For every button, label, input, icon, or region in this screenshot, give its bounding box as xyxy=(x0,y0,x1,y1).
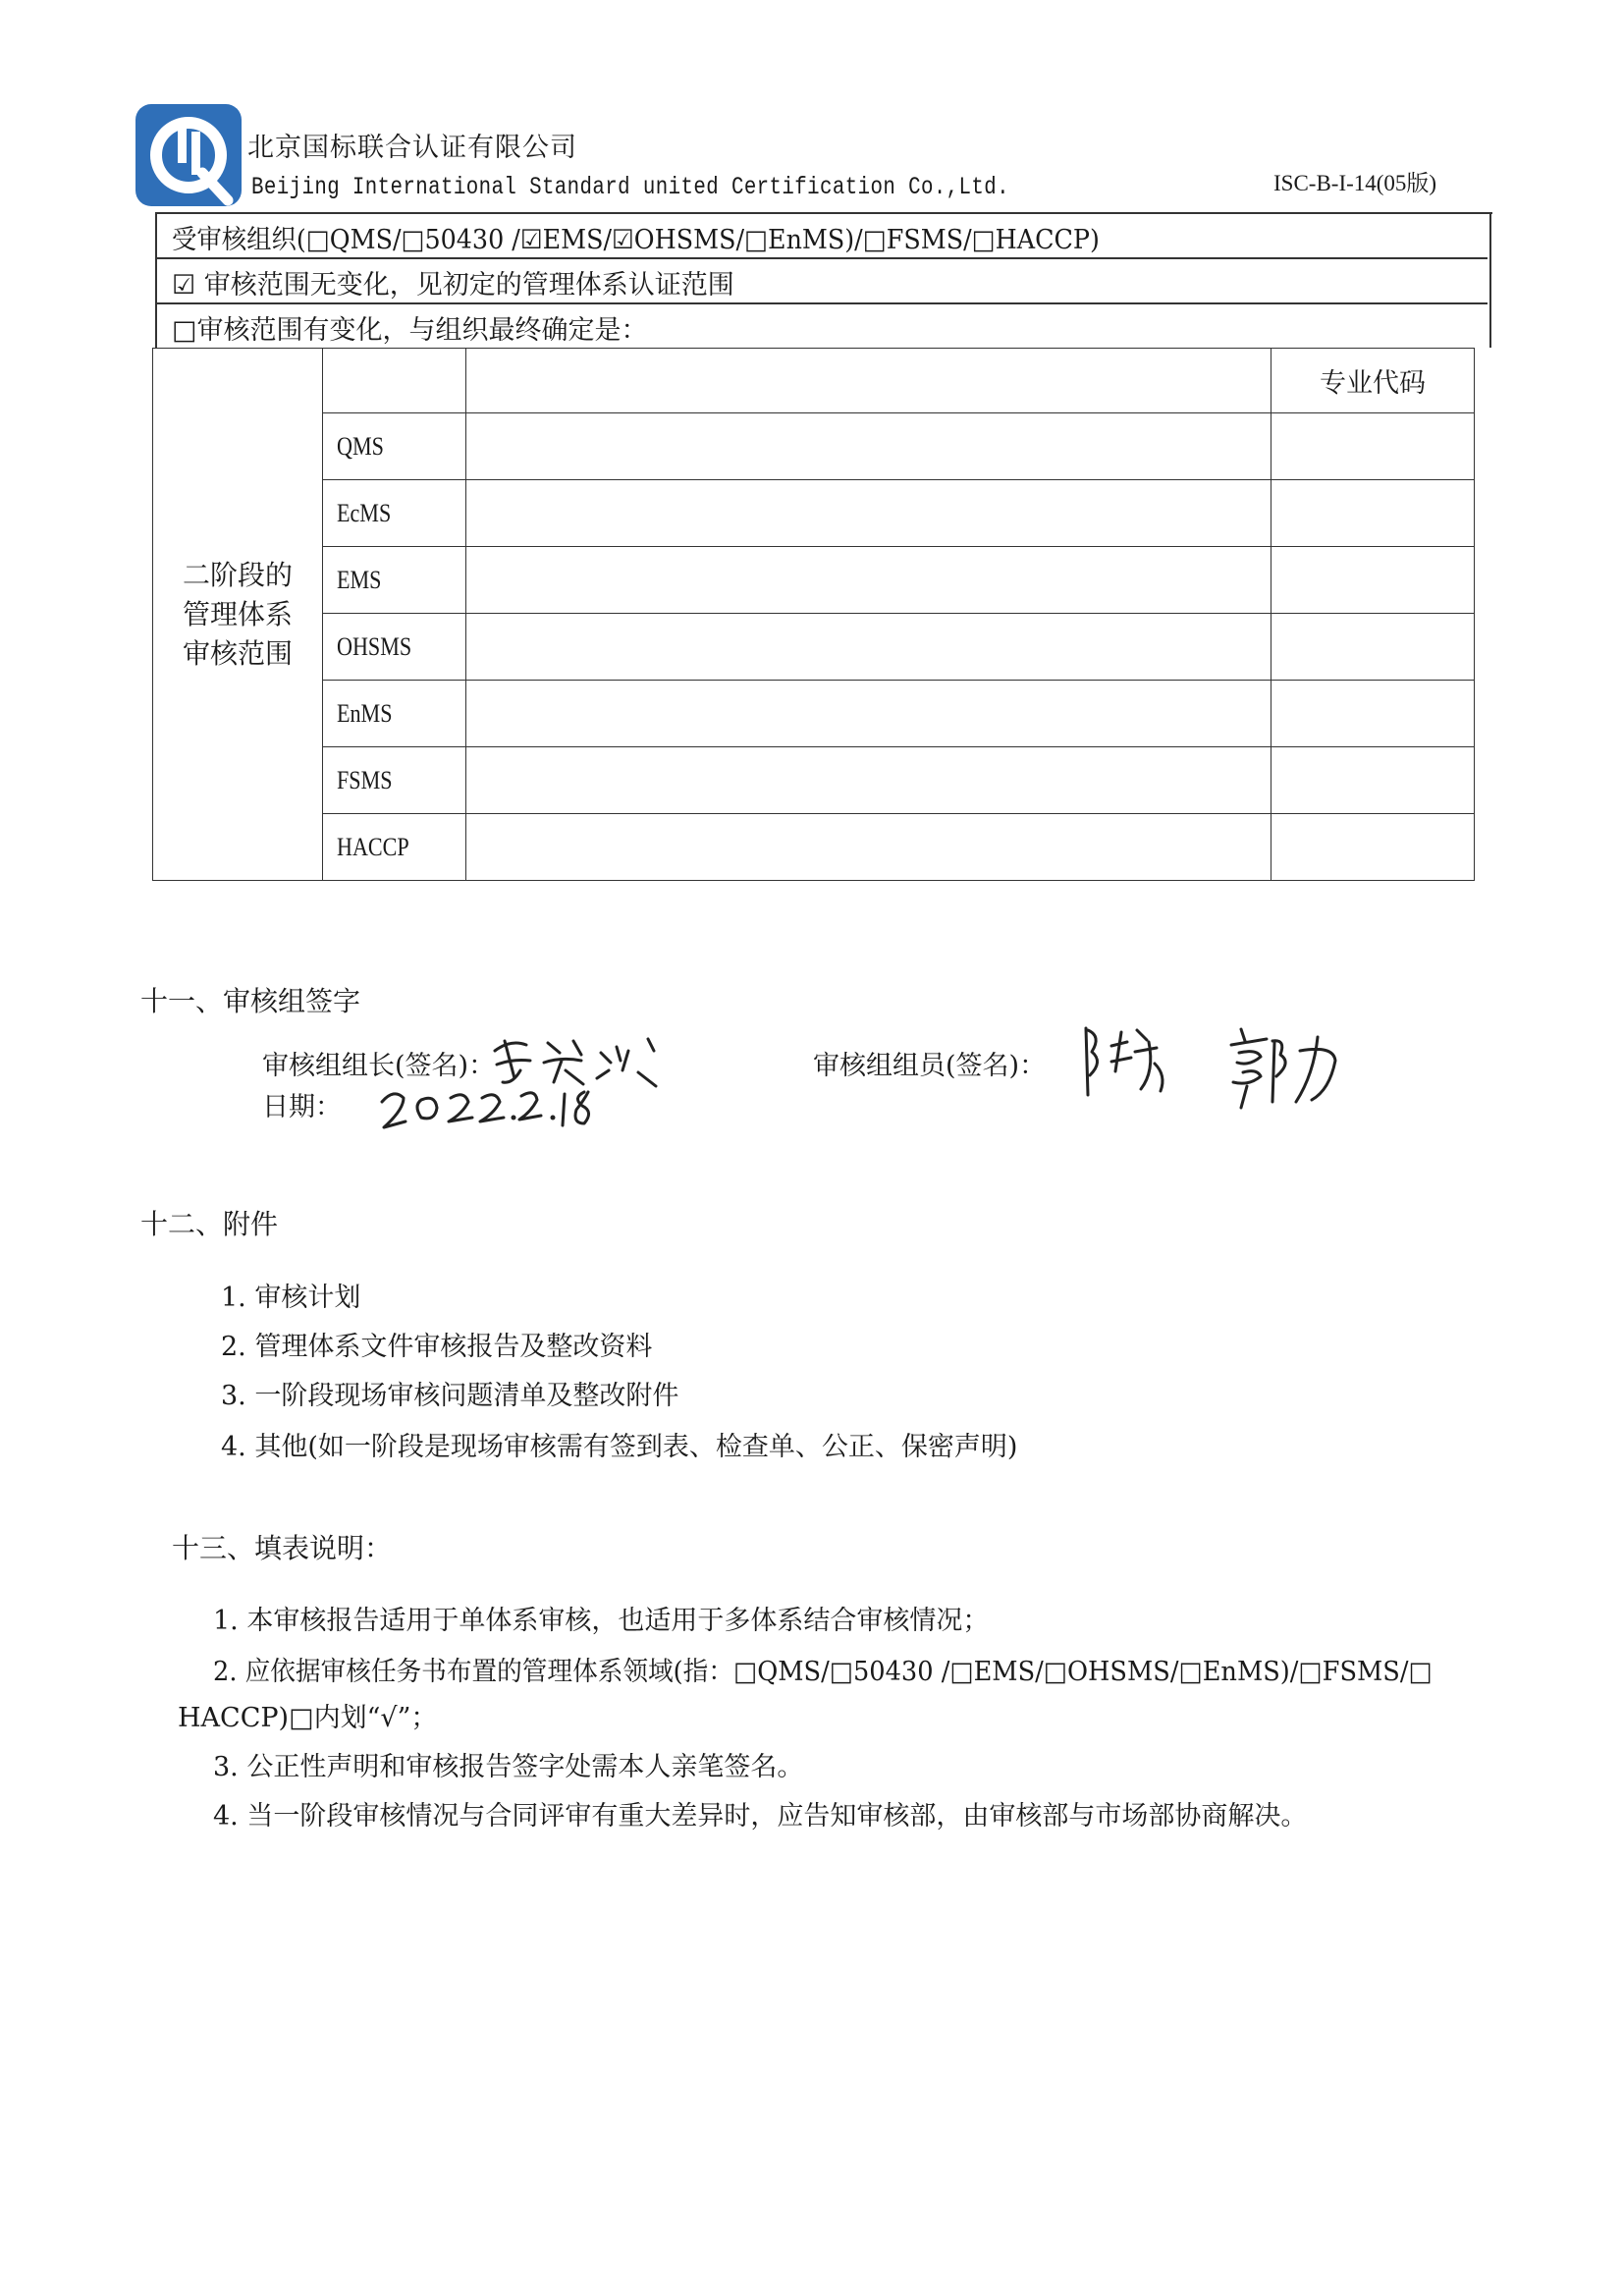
code-cell[interactable] xyxy=(1271,681,1475,747)
table-row xyxy=(153,480,1475,547)
system-cell xyxy=(323,747,466,814)
system-cell xyxy=(323,681,466,747)
code-cell[interactable] xyxy=(1271,480,1475,547)
form-code: ISC-B-I-14(05版) xyxy=(1273,171,1437,195)
scope-cell[interactable] xyxy=(466,747,1271,814)
system-cell xyxy=(323,814,466,881)
audited-org-row: 受审核组织(□QMS/□50430 /☑EMS/☑OHSMS/□EnMS)/□FSMS/□HACCP) xyxy=(172,225,1100,255)
system-label: FSMS xyxy=(337,765,393,794)
blank-header-cell xyxy=(466,349,1271,413)
instruction-item: 4. 当一阶段审核情况与合同评审有重大差异时，应告知审核部，由审核部与市场部协商解决。 xyxy=(213,1801,1308,1831)
scope-cell[interactable] xyxy=(466,547,1271,614)
row-divider xyxy=(155,302,1488,304)
system-cell xyxy=(323,547,466,614)
instruction-item: 1. 本审核报告适用于单体系审核，也适用于多体系结合审核情况； xyxy=(213,1606,990,1636)
table-row xyxy=(153,681,1475,747)
section-11-title: 十一、审核组签字 xyxy=(140,985,361,1017)
system-cell xyxy=(323,614,466,681)
scope-changed-row: □审核范围有变化，与组织最终确定是： xyxy=(172,315,648,346)
company-name-cn: 北京国标联合认证有限公司 xyxy=(247,133,577,163)
scope-cell[interactable] xyxy=(466,413,1271,480)
attachment-item: 4. 其他(如一阶段是现场审核需有签到表、检查单、公正、保密声明) xyxy=(221,1432,1018,1462)
table-row xyxy=(153,547,1475,614)
code-cell[interactable] xyxy=(1271,547,1475,614)
instruction-item: 2. 应依据审核任务书布置的管理体系领域(指：□QMS/□50430 /□EMS/□OHSMS/□EnMS)/□FSMS/□ xyxy=(213,1657,1433,1687)
bisc-logo-icon xyxy=(134,102,243,208)
table-row xyxy=(153,614,1475,681)
stage2-scope-header xyxy=(153,349,323,881)
member-signature-1 xyxy=(1078,1016,1171,1109)
date-handwriting xyxy=(378,1080,604,1143)
section-13-title: 十三、填表说明： xyxy=(172,1532,393,1564)
row-header-line: 管理体系 xyxy=(182,597,293,630)
table-row xyxy=(153,814,1475,881)
system-label: HACCP xyxy=(337,832,409,861)
system-label: EMS xyxy=(337,565,382,594)
blank-header-cell xyxy=(323,349,466,413)
system-label: EcMS xyxy=(337,498,392,527)
table-header-row xyxy=(153,349,1475,413)
scope-cell[interactable] xyxy=(466,814,1271,881)
stage2-scope-table xyxy=(152,348,1475,881)
member-signature-2-image xyxy=(1227,1021,1355,1115)
system-label: EnMS xyxy=(337,698,393,728)
table-row xyxy=(153,413,1475,480)
scope-cell[interactable] xyxy=(466,480,1271,547)
table-row xyxy=(153,747,1475,814)
attachment-item: 2. 管理体系文件审核报告及整改资料 xyxy=(221,1332,653,1362)
attachment-item: 3. 一阶段现场审核问题清单及整改附件 xyxy=(221,1381,679,1411)
instruction-item-cont: HACCP)□内划“√”； xyxy=(178,1703,438,1733)
company-logo xyxy=(134,102,243,208)
scope-unchanged-row: ☑ 审核范围无变化，见初定的管理体系认证范围 xyxy=(172,270,734,301)
scope-cell[interactable] xyxy=(466,681,1271,747)
code-cell[interactable] xyxy=(1271,747,1475,814)
system-cell xyxy=(323,413,466,480)
row-header-line: 二阶段的 xyxy=(182,558,293,591)
code-cell[interactable] xyxy=(1271,814,1475,881)
member-signature-1-image xyxy=(1078,1016,1171,1105)
system-label: OHSMS xyxy=(337,631,412,661)
row-divider xyxy=(155,257,1488,259)
code-cell[interactable] xyxy=(1271,413,1475,480)
date-label: 日期： xyxy=(262,1092,342,1122)
code-cell[interactable] xyxy=(1271,614,1475,681)
system-label: QMS xyxy=(337,431,384,461)
attachment-item: 1. 审核计划 xyxy=(221,1283,361,1313)
row-header-line: 审核范围 xyxy=(182,636,293,670)
company-name-en: Beijing International Standard united Certification Co.,Ltd. xyxy=(251,173,1010,201)
scope-cell[interactable] xyxy=(466,614,1271,681)
member-signature-2 xyxy=(1227,1021,1355,1119)
member-sign-label: 审核组组员(签名)： xyxy=(813,1051,1047,1081)
section-12-title: 十二、附件 xyxy=(140,1208,279,1240)
instruction-item: 3. 公正性声明和审核报告签字处需本人亲笔签名。 xyxy=(213,1752,804,1782)
date-handwriting-image xyxy=(378,1080,604,1139)
specialty-code-header: 专业代码 xyxy=(1271,349,1475,413)
leader-sign-label: 审核组组长(签名)： xyxy=(262,1051,496,1081)
system-cell xyxy=(323,480,466,547)
